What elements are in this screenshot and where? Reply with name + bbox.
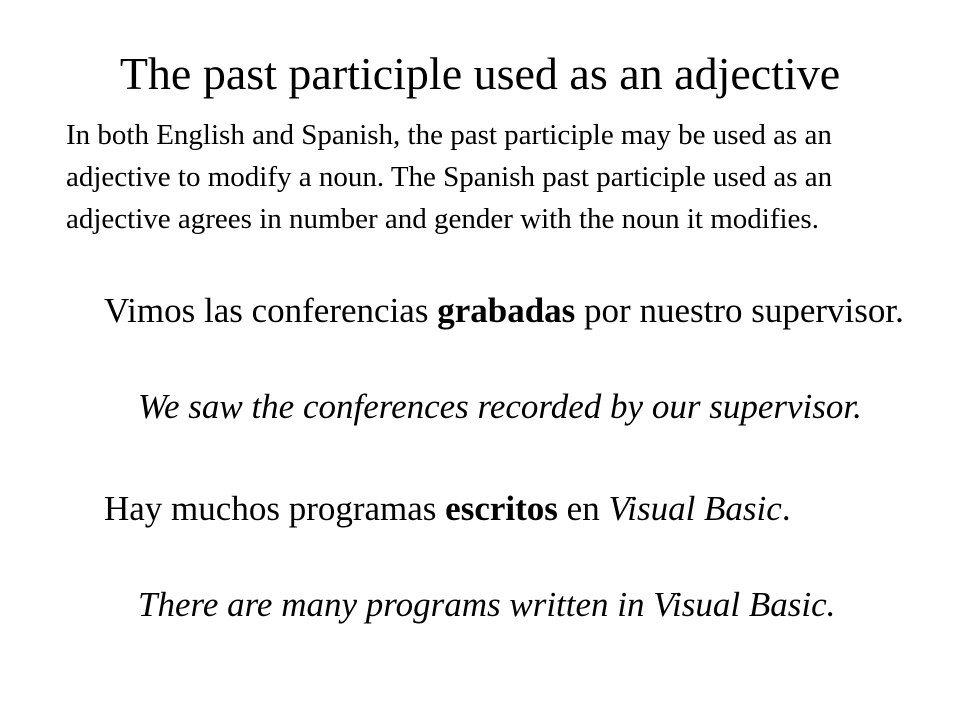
spanish-example-2 <box>104 488 904 530</box>
slide-title: The past participle used as an adjective <box>119 48 841 99</box>
example-2-text-before: Hay muchos programas <box>104 489 446 528</box>
example-1-text-after: por nuestro supervisor. <box>575 291 904 330</box>
example-1-text-before: Vimos las conferencias <box>104 291 438 330</box>
english-translation-1: We saw the conferences recorded by our supervisor. <box>138 387 862 426</box>
english-translation-2: There are many programs written in Visual Basic. <box>138 585 836 624</box>
intro-paragraph: In both English and Spanish, the past participle may be used as an adjective to modify a noun. The Spanish past participle used as an adjective agrees in number and gender with the noun it modifies. <box>66 119 833 235</box>
example-2-text-after: . <box>781 489 791 528</box>
example-1-participle: grabadas <box>437 291 576 330</box>
spanish-example-1 <box>104 290 904 332</box>
example-2-participle: escritos <box>445 489 558 528</box>
example-2-italic-term: Visual Basic <box>608 489 782 528</box>
example-2-text-middle: en <box>557 489 609 528</box>
